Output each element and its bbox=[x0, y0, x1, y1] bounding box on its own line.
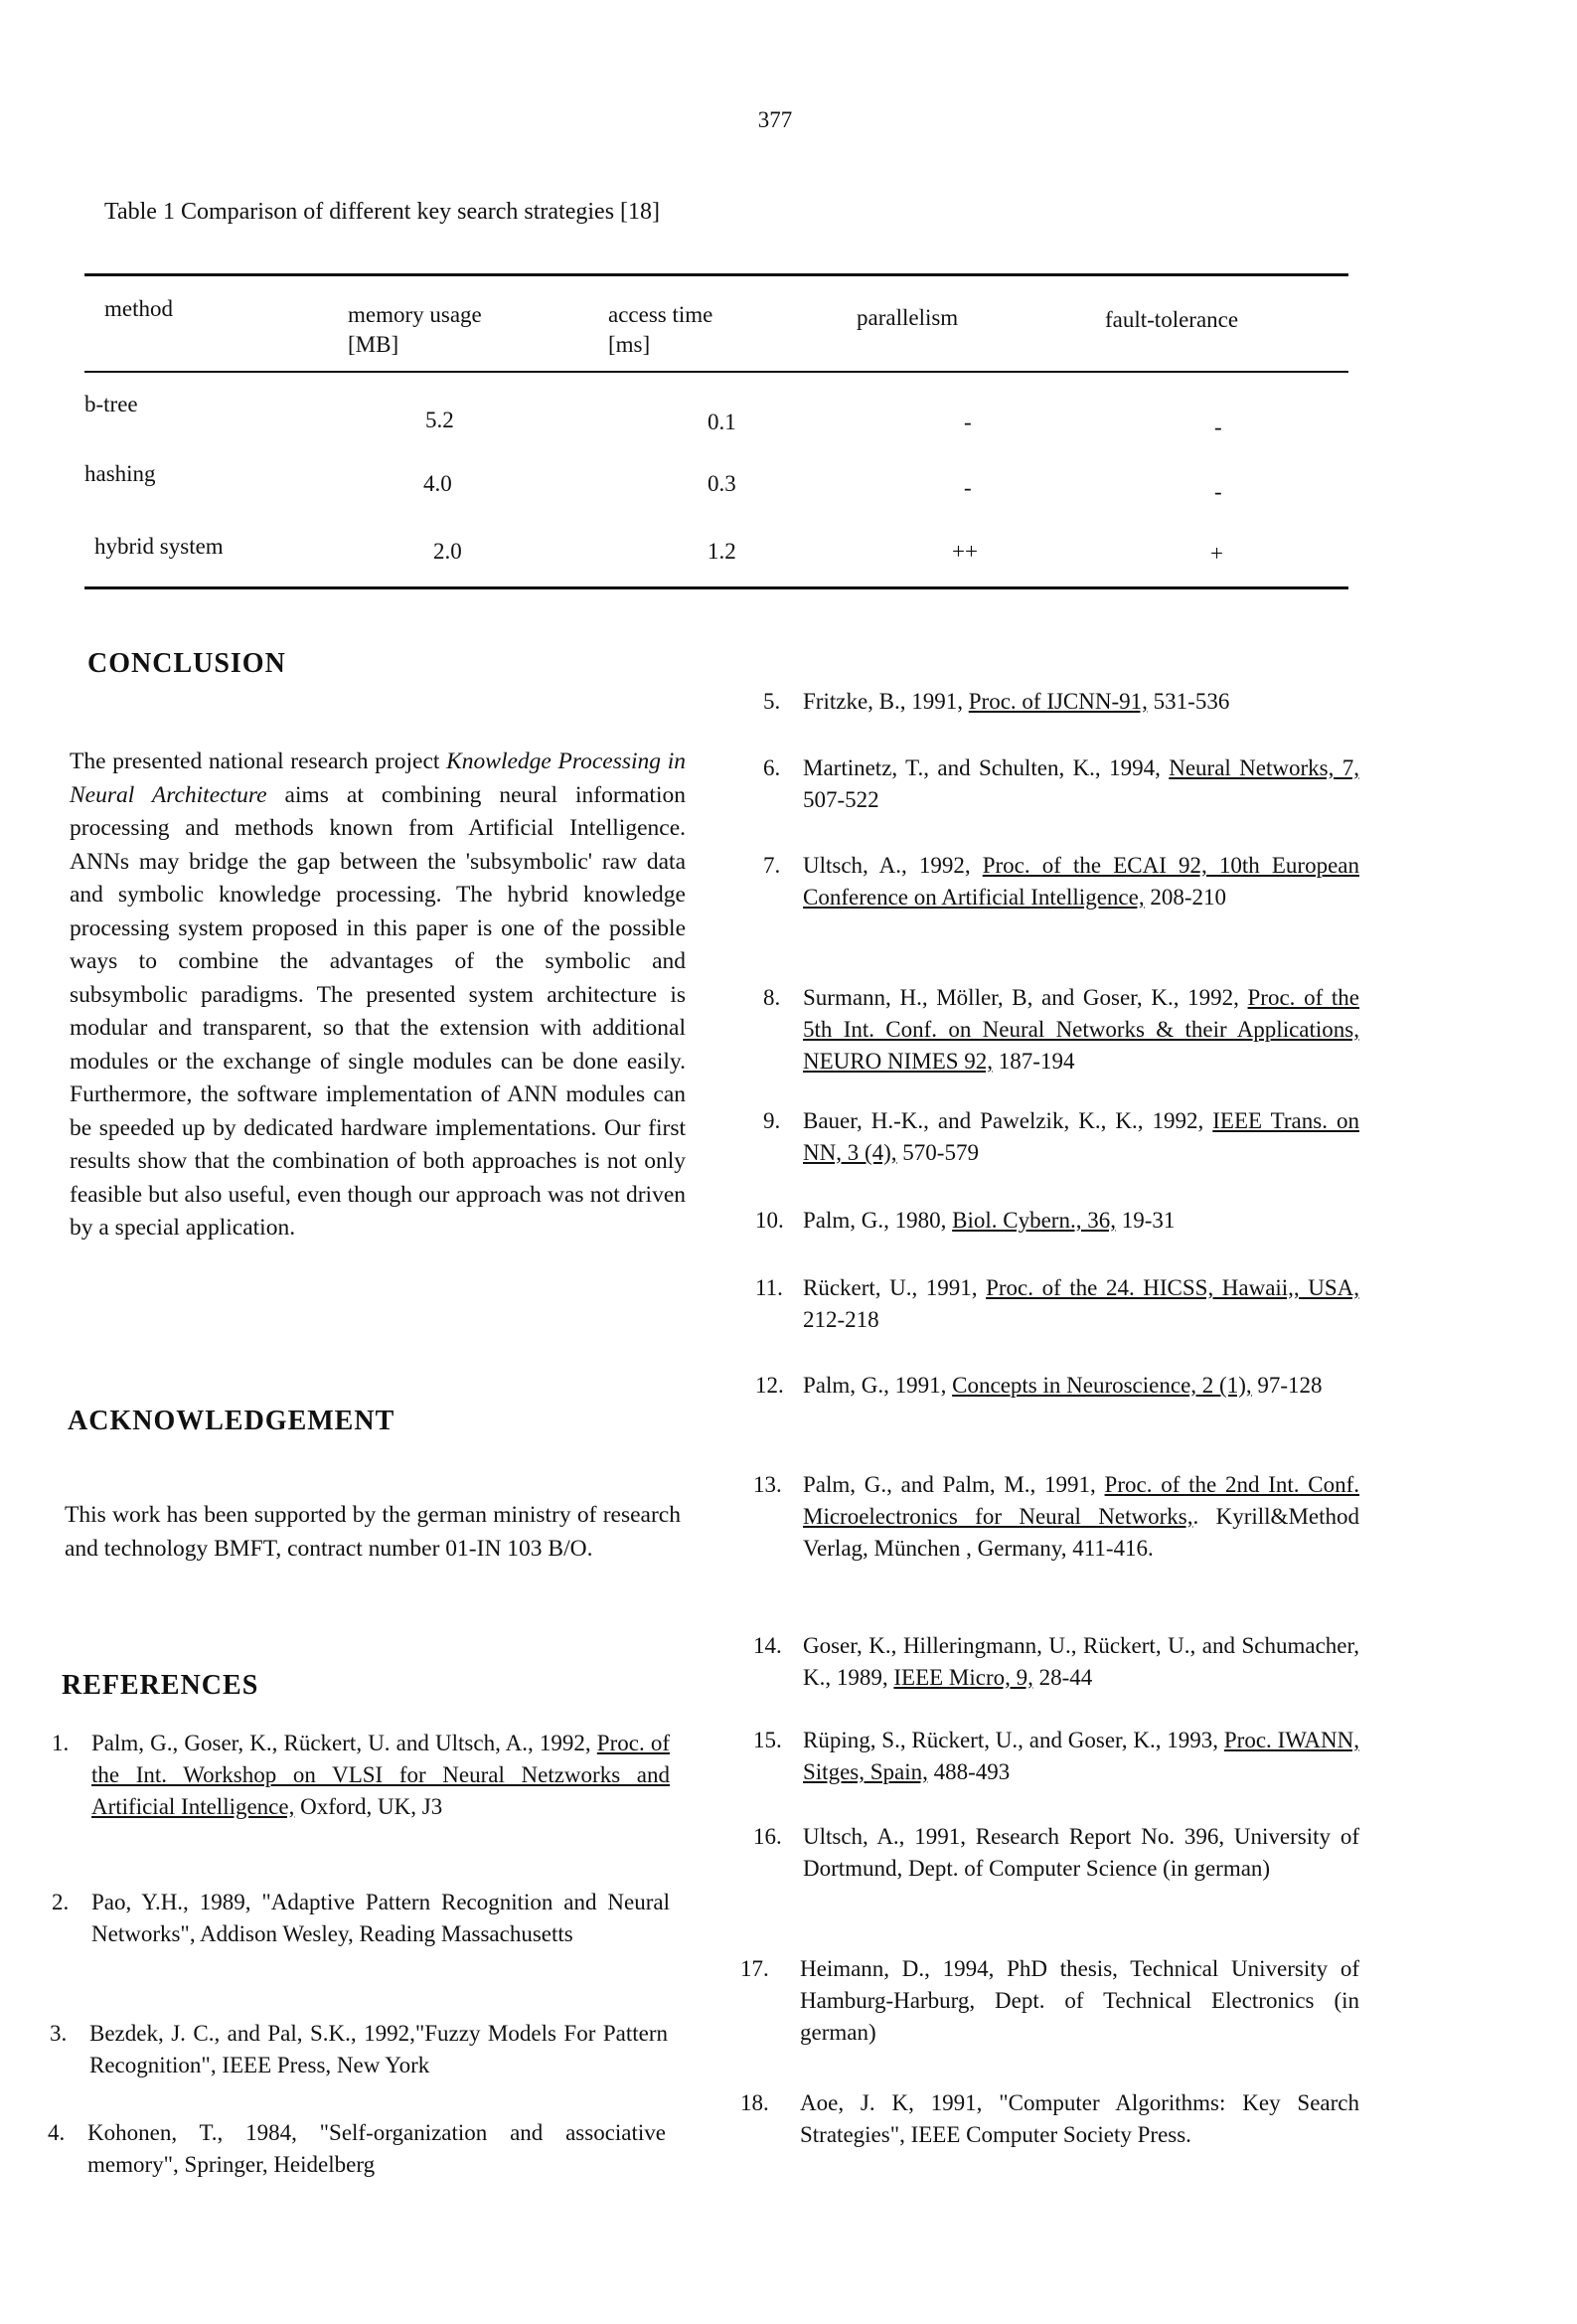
reference-10: 10. Palm, G., 1980, Biol. Cybern., 36, 19-31 bbox=[755, 1208, 1176, 1233]
table-header-rule bbox=[84, 371, 1348, 373]
row-btree-memory: 5.2 bbox=[425, 408, 454, 432]
header-parallelism: parallelism bbox=[857, 305, 959, 330]
reference-9: 9. Bauer, H.-K., and Pawelzik, K., K., 1992, IEEE Trans. on NN, 3 (4), 570-579 bbox=[763, 1108, 1359, 1165]
reference-7: 7. Ultsch, A., 1992, Proc. of the ECAI 92, 10th European Conference on Artificial Intelligence, 208-210 bbox=[763, 853, 1360, 910]
acknowledgement-heading: ACKNOWLEDGEMENT bbox=[68, 1406, 395, 1436]
reference-14: 14. Goser, K., Hilleringmann, U., Rückert, U., and Schumacher, K., 1989, IEEE Micro, 9, 28-44 bbox=[753, 1633, 1359, 1690]
header-access-time: access time [ms] bbox=[608, 302, 713, 357]
reference-13: 13. Palm, G., and Palm, M., 1991, Proc. of the 2nd Int. Conf. Microelectronics for Neural Networks,. Kyrill&Method Verlag, München , Germany, 411-416. bbox=[753, 1472, 1359, 1561]
row-btree-parallelism: - bbox=[964, 410, 972, 434]
conclusion-heading: CONCLUSION bbox=[87, 648, 286, 679]
references-heading: REFERENCES bbox=[62, 1670, 259, 1701]
row-hybrid-access: 1.2 bbox=[708, 539, 736, 564]
row-btree-fault: - bbox=[1214, 415, 1222, 439]
row-btree-method: b-tree bbox=[84, 392, 138, 416]
row-hashing-access: 0.3 bbox=[708, 471, 736, 496]
reference-18: 18. Aoe, J. K, 1991, "Computer Algorithms: Key Search Strategies", IEEE Computer Society Press. bbox=[740, 2090, 1359, 2147]
row-hybrid-fault: + bbox=[1210, 541, 1223, 566]
row-hashing-method: hashing bbox=[84, 461, 156, 486]
reference-1: 1. Palm, G., Goser, K., Rückert, U. and Ultsch, A., 1992, Proc. of the Int. Workshop on VLSI for Neural Netzworks and Artificial Intelligence, Oxford, UK, J3 bbox=[52, 1731, 670, 1819]
reference-3: 3. Bezdek, J. C., and Pal, S.K., 1992,"Fuzzy Models For Pattern Recognition", IEEE Press, New York bbox=[50, 2021, 668, 2077]
reference-8: 8. Surmann, H., Möller, B, and Goser, K., 1992, Proc. of the 5th Int. Conf. on Neural Networks & their Applications, NEURO NIMES 92, 187-194 bbox=[763, 985, 1359, 1074]
reference-16: 16. Ultsch, A., 1991, Research Report No. 396, University of Dortmund, Dept. of Computer Science (in german) bbox=[753, 1824, 1359, 1881]
table-top-rule bbox=[84, 273, 1348, 276]
reference-6: 6. Martinetz, T., and Schulten, K., 1994, Neural Networks, 7, 507-522 bbox=[763, 755, 1359, 812]
row-hybrid-parallelism: ++ bbox=[952, 539, 978, 564]
reference-2: 2. Pao, Y.H., 1989, "Adaptive Pattern Recognition and Neural Networks", Addison Wesley, Reading Massachusetts bbox=[52, 1890, 670, 1946]
header-memory-usage: memory usage [MB] bbox=[348, 302, 482, 357]
reference-15: 15. Rüping, S., Rückert, U., and Goser, K., 1993, Proc. IWANN, Sitges, Spain, 488-493 bbox=[753, 1728, 1360, 1784]
table-bottom-rule bbox=[84, 586, 1348, 589]
row-btree-access: 0.1 bbox=[708, 410, 736, 434]
row-hybrid-method: hybrid system bbox=[94, 534, 224, 559]
table-caption: Table 1 Comparison of different key search strategies [18] bbox=[104, 199, 661, 225]
conclusion-text: The presented national research project Knowledge Processing in Neural Architecture aims at combining neural information processing and methods known from Artificial Intelligence. ANNs may bridge the gap between the 'subsymbolic' raw data and symbolic knowledge processing. The hybrid knowledge processing system proposed in this paper is one of the possible ways to combine the advantages of the symbolic and subsymbolic paradigms. The presented system architecture is modular and transparent, so that the extension with additional modules or the exchange of single modules can be done easily. Furthermore, the software implementation of ANN modules can be speeded up by dedicated hardware implementations. Our first results show that the combination of both approaches is not only feasible but also useful, even though our approach was not driven by a special application. bbox=[70, 748, 686, 1241]
header-fault-tolerance: fault-tolerance bbox=[1105, 307, 1239, 332]
header-method: method bbox=[104, 296, 173, 321]
reference-5: 5. Fritzke, B., 1991, Proc. of IJCNN-91, 531-536 bbox=[763, 689, 1230, 714]
acknowledgement-text: This work has been supported by the german ministry of research and technology BMFT, contract number 01-IN 103 B/O. bbox=[65, 1502, 681, 1562]
page-number: 377 bbox=[757, 107, 793, 132]
reference-12: 12. Palm, G., 1991, Concepts in Neuroscience, 2 (1), 97-128 bbox=[755, 1373, 1323, 1398]
row-hashing-parallelism: - bbox=[964, 475, 972, 500]
reference-11: 11. Rückert, U., 1991, Proc. of the 24. HICSS, Hawaii,, USA, 212-218 bbox=[755, 1275, 1360, 1332]
reference-17: 17. Heimann, D., 1994, PhD thesis, Technical University of Hamburg-Harburg, Dept. of Technical Electronics (in german) bbox=[740, 1956, 1359, 2045]
row-hashing-memory: 4.0 bbox=[423, 471, 452, 496]
row-hashing-fault: - bbox=[1214, 479, 1222, 504]
reference-4: 4. Kohonen, T., 1984, "Self-organization and associative memory", Springer, Heidelberg bbox=[48, 2120, 666, 2177]
row-hybrid-memory: 2.0 bbox=[433, 539, 462, 564]
